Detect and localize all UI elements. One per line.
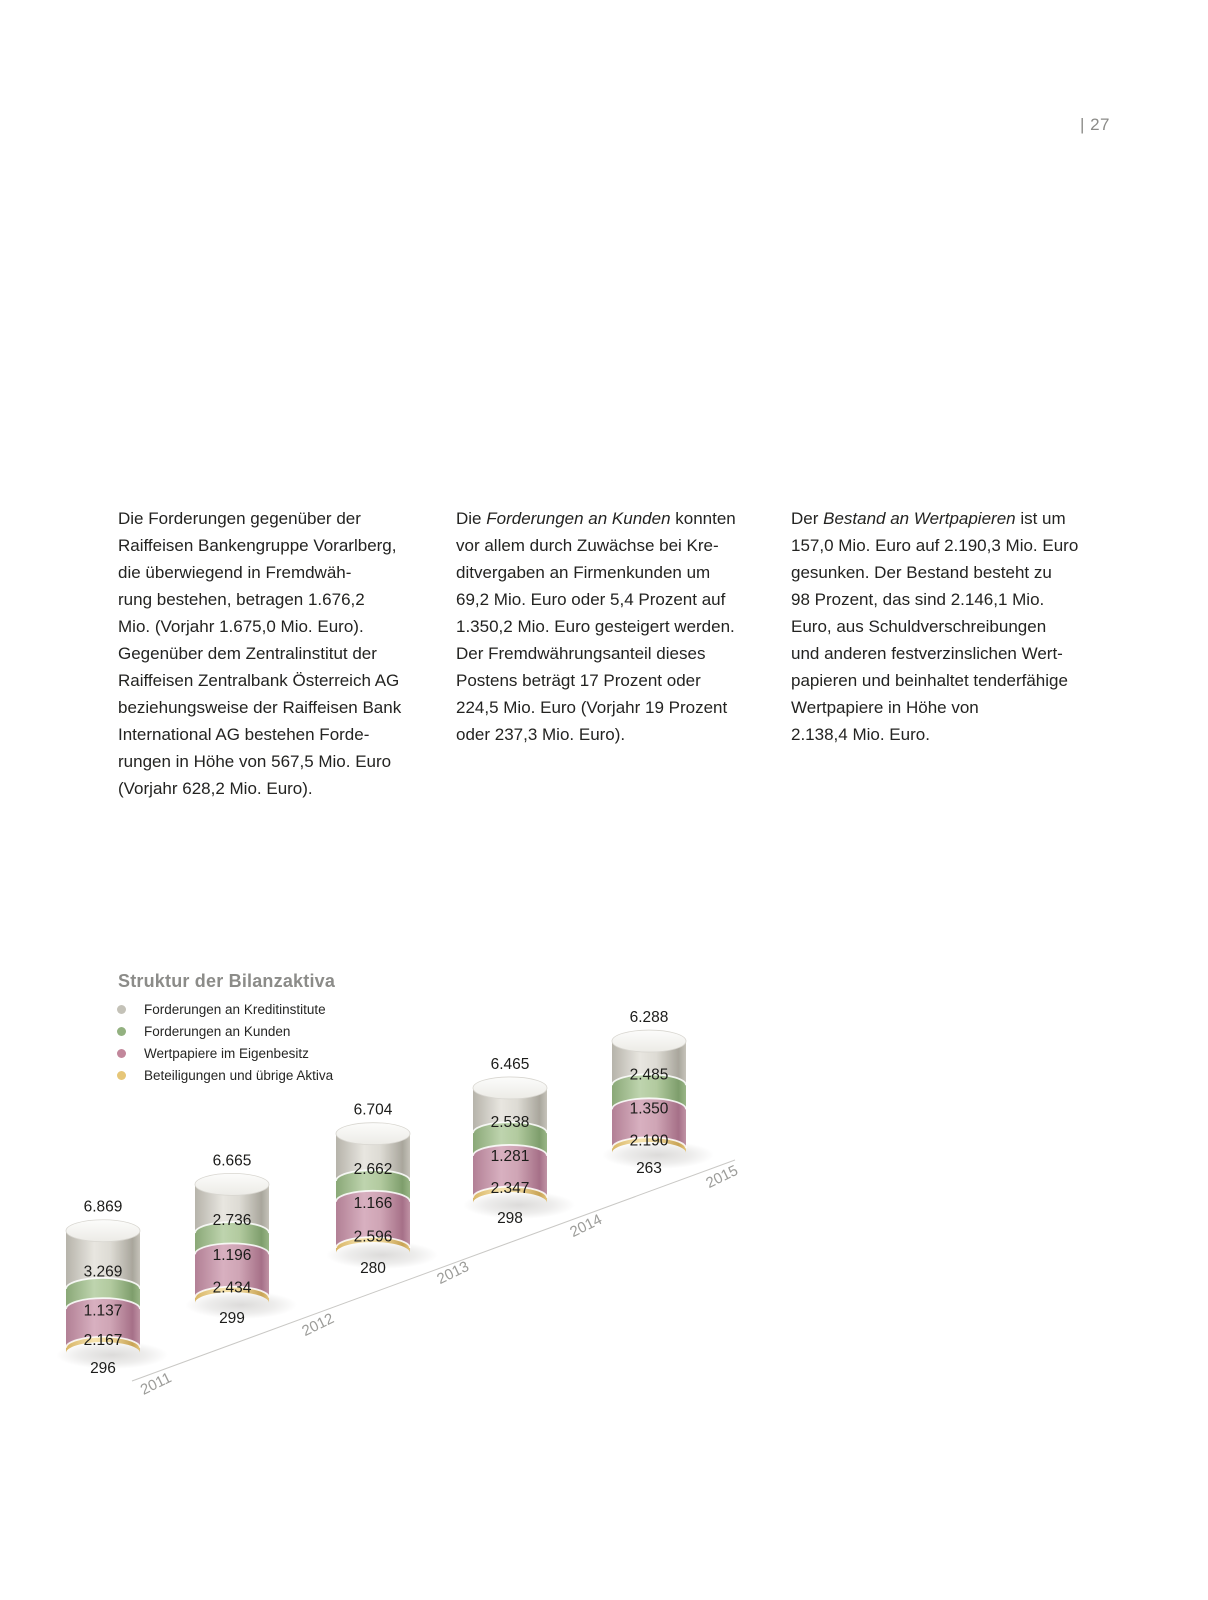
text-line: 69,2 Mio. Euro oder 5,4 Prozent auf	[456, 590, 726, 609]
paragraph-column-3	[791, 505, 1121, 748]
year-label-2013: 2013	[434, 1258, 472, 1288]
text-line: Der Fremdwährungsanteil dieses	[456, 644, 706, 663]
segment-label-2011-2: 1.137	[83, 1302, 123, 1320]
segment-label-2013-3: 2.596	[353, 1228, 393, 1246]
text-line: Raiffeisen Zentralbank Österreich AG	[118, 671, 400, 690]
legend-label: Beteiligungen und übrige Aktiva	[144, 1067, 334, 1083]
text-line: vor allem durch Zuwächse bei Kre-	[456, 536, 719, 555]
text-line: 224,5 Mio. Euro (Vorjahr 19 Prozent	[456, 698, 728, 717]
bar-2013	[326, 1102, 438, 1277]
segment-label-2013-2: 1.166	[353, 1194, 393, 1212]
text-line: Die Forderungen an Kunden konnten	[456, 509, 736, 528]
bar-2011	[56, 1199, 168, 1377]
cylinder-cap	[66, 1220, 140, 1242]
segment-label-2012-1: 2.736	[212, 1212, 252, 1230]
segment-label-2011-3: 2.167	[83, 1331, 123, 1349]
segment-label-2011-1: 3.269	[83, 1263, 123, 1281]
bar-2012	[185, 1152, 297, 1327]
text-line: Der Bestand an Wertpapieren ist um	[791, 509, 1066, 528]
cylinder-cap	[336, 1123, 410, 1145]
text-line: (Vorjahr 628,2 Mio. Euro).	[118, 779, 313, 798]
text-line: gesunken. Der Bestand besteht zu	[791, 563, 1052, 582]
base-label-2014: 298	[497, 1210, 523, 1227]
paragraph-column-1	[118, 505, 438, 802]
text-line: oder 237,3 Mio. Euro).	[456, 725, 626, 744]
base-label-2015: 263	[636, 1160, 662, 1177]
text-line: 1.350,2 Mio. Euro gesteigert werden.	[456, 617, 735, 636]
segment-label-2014-3: 2.347	[490, 1180, 530, 1198]
balance-assets-chart	[0, 1000, 880, 1460]
text-line: 98 Prozent, das sind 2.146,1 Mio.	[791, 590, 1045, 609]
text-line: Gegenüber dem Zentralinstitut der	[118, 644, 377, 663]
cylinder-cap	[195, 1173, 269, 1195]
year-label-2012: 2012	[299, 1310, 337, 1340]
text-line: Euro, aus Schuldverschreibungen	[791, 617, 1047, 636]
segment-label-2015-2: 1.350	[629, 1100, 669, 1118]
legend-label: Forderungen an Kunden	[144, 1023, 291, 1039]
base-label-2012: 299	[219, 1310, 245, 1327]
text-line: Mio. (Vorjahr 1.675,0 Mio. Euro).	[118, 617, 364, 636]
text-line: Postens beträgt 17 Prozent oder	[456, 671, 701, 690]
bar-2015	[602, 1009, 714, 1177]
text-line: die überwiegend in Fremdwäh-	[118, 563, 352, 582]
segment-label-2012-2: 1.196	[212, 1247, 252, 1265]
segment-label-2014-1: 2.538	[490, 1113, 530, 1131]
bar-2014	[463, 1056, 575, 1227]
text-line: und anderen festverzinslichen Wert-	[791, 644, 1063, 663]
chart-title: Struktur der Bilanzaktiva	[118, 971, 336, 991]
base-label-2013: 280	[360, 1260, 386, 1277]
text-line: 2.138,4 Mio. Euro.	[791, 725, 930, 744]
year-label-2014: 2014	[567, 1211, 605, 1241]
paragraph-column-2	[456, 505, 776, 748]
text-line: rung bestehen, betragen 1.676,2	[118, 590, 365, 609]
text-line: papieren und beinhaltet tenderfähige	[791, 671, 1068, 690]
segment-label-2012-3: 2.434	[212, 1279, 252, 1297]
text-line: International AG bestehen Forde-	[118, 725, 370, 744]
year-label-2011: 2011	[137, 1369, 175, 1399]
base-label-2011: 296	[90, 1360, 116, 1377]
segment-label-2013-1: 2.662	[353, 1160, 393, 1178]
segment-label-2015-1: 2.485	[629, 1066, 669, 1084]
total-label-2014: 6.465	[490, 1055, 530, 1073]
text-line: Die Forderungen gegenüber der	[118, 509, 361, 528]
segment-label-2015-3: 2.190	[629, 1132, 669, 1150]
text-line: 157,0 Mio. Euro auf 2.190,3 Mio. Euro	[791, 536, 1079, 555]
total-label-2012: 6.665	[212, 1152, 252, 1170]
legend-label: Forderungen an Kreditinstitute	[144, 1001, 326, 1017]
text-line: Wertpapiere in Höhe von	[791, 698, 979, 717]
cylinder-cap	[612, 1030, 686, 1052]
legend-label: Wertpapiere im Eigenbesitz	[144, 1045, 309, 1061]
text-line: beziehungsweise der Raiffeisen Bank	[118, 698, 402, 717]
total-label-2011: 6.869	[83, 1198, 123, 1216]
segment-label-2014-2: 1.281	[490, 1147, 530, 1165]
total-label-2013: 6.704	[353, 1101, 393, 1119]
text-line: rungen in Höhe von 567,5 Mio. Euro	[118, 752, 392, 771]
year-label-2015: 2015	[703, 1162, 741, 1192]
text-line: ditvergaben an Firmenkunden um	[456, 563, 711, 582]
page-number: | 27	[1079, 115, 1110, 134]
text-line: Raiffeisen Bankengruppe Vorarlberg,	[118, 536, 397, 555]
total-label-2015: 6.288	[629, 1009, 669, 1027]
cylinder-cap	[473, 1077, 547, 1099]
